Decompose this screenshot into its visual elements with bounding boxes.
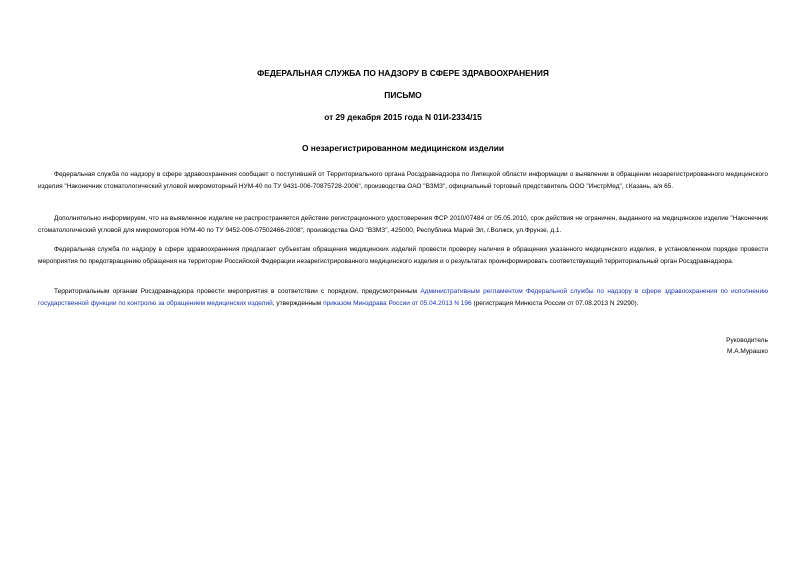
document-subject: О незарегистрированном медицинском изделии (301, 143, 505, 153)
signatory-name: М.А.Мурашко (726, 348, 768, 355)
agency-title: ФЕДЕРАЛЬНАЯ СЛУЖБА ПО НАДЗОРУ В СФЕРЕ ЗДРАВООХРАНЕНИЯ (257, 68, 549, 78)
regulation-link[interactable]: Административным регламентом Федеральной службы по надзору в сфере здравоохранения по исполнению государственной функции по контролю за обращением медицинских изделий (38, 288, 768, 307)
paragraph-2: Дополнительно информируем, что на выявленное изделие не распространяется действие регистрационного удостоверения ФСР 2010/07484 от 05.05.2010, срок действия не ограничен, выданного на медицинское изделие "Наконечник стоматологический угловой для микромоторов НУМ-40 по ТУ 9452-006-07502466-2008", производства ОАО "ВЗМЗ", 425000, Республика Марий Эл, г.Волжск, ул.Фрунзе, д.1. (38, 215, 768, 234)
signatory-role: Руководитель (726, 337, 768, 344)
paragraph-1: Федеральная служба по надзору в сфере здравоохранения сообщает о поступившей от Территориального органа Росздравнадзора по Липецкой области информации о выявлении в обращении незарегистрированного медицинского изделия "Наконечник стоматологический угловой микромоторный НУМ-40 по ТУ 9431-006-70875728-2006", производства ОАО "ВЗМЗ", официальный торговый представитель ООО "ИнстрМед", г.Казань, а/я 65. (38, 171, 768, 190)
paragraph-4-text-before: Территориальным органам Росздравнадзора провести мероприятия в соответствии с порядком, предусмотренным (54, 288, 421, 295)
paragraph-3: Федеральная служба по надзору в сфере здравоохранения предлагает субъектам обращения медицинских изделий провести проверку наличия в обращении указанного медицинского изделия, в установленном порядке провести мероприятия по предотвращению обращения на территории Российской Федерации незарегистрированного медицинского изделия и о результатах проинформировать соответствующий территориальный орган Росздравнадзора. (38, 246, 768, 265)
document-date-number: от 29 декабря 2015 года N 01И-2334/15 (324, 112, 482, 122)
paragraph-4-text-middle: , утвержденным (272, 300, 324, 307)
document-type: ПИСЬМО (384, 90, 422, 100)
paragraph-4-text-after: (регистрация Минюста России от 07.08.2013 N 29290). (471, 300, 639, 307)
order-link[interactable]: приказом Минздрава России от 05.04.2013 N 196 (323, 300, 472, 307)
paragraph-4 (38, 286, 768, 310)
